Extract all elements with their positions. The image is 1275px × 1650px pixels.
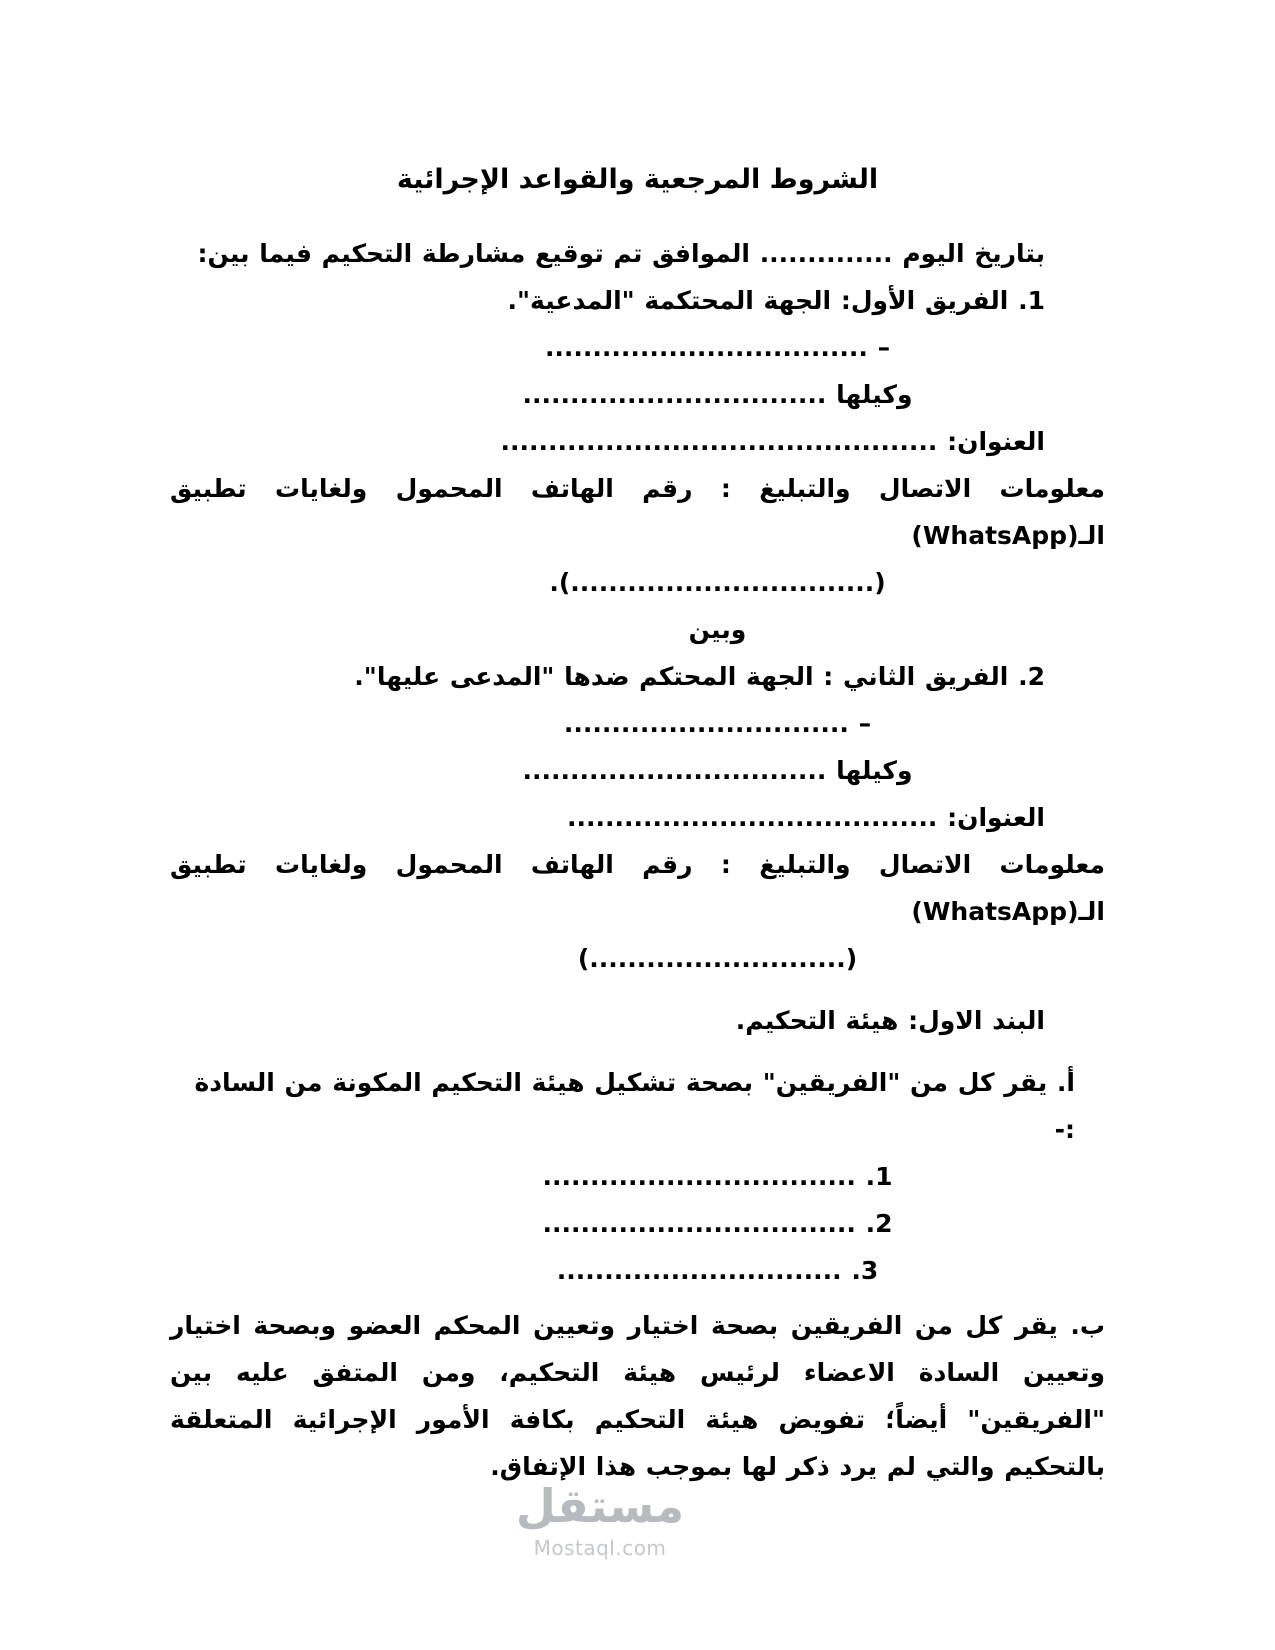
arbitrator-number: 1. xyxy=(865,1162,893,1191)
watermark xyxy=(0,1478,1200,1560)
watermark-site-label: Mostaql.com xyxy=(533,1535,667,1560)
arbitrator-dots: ................................. xyxy=(542,1209,856,1238)
party2-heading-text: الفريق الثاني : الجهة المحتكم ضدها "المدعى عليها". xyxy=(354,662,1009,691)
party1-address-line xyxy=(170,418,1105,465)
party2-agent-dots: ................................ xyxy=(522,756,827,785)
intro-line: بتاريخ اليوم .............. الموافق تم توقيع مشارطة التحكيم فيما بين: xyxy=(197,239,1045,268)
party2-name-dots: .............................. xyxy=(563,709,849,738)
dash-mark: – xyxy=(877,333,891,362)
clause1-section xyxy=(170,997,1105,1490)
party2-name-blank-line xyxy=(170,700,1105,747)
arbitrator-line xyxy=(170,1200,1105,1247)
clause1-heading: البند الاول: هيئة التحكيم. xyxy=(735,1006,1045,1035)
party2-agent-line xyxy=(170,747,1105,794)
party1-number: 1. xyxy=(1018,286,1045,315)
arbitrator-line xyxy=(170,1153,1105,1200)
party1-agent-line xyxy=(170,371,1105,418)
party2-address-dots: ....................................... xyxy=(567,803,938,832)
party2-section xyxy=(170,653,1105,982)
party2-address-label: العنوان: xyxy=(947,803,1045,832)
party1-heading xyxy=(170,277,1105,324)
party1-section xyxy=(170,277,1105,606)
arbitrator-dots: ................................. xyxy=(542,1162,856,1191)
between-label: وبين xyxy=(688,615,747,644)
party2-address-line xyxy=(170,794,1105,841)
party1-agent-dots: ................................ xyxy=(522,380,827,409)
document-title: الشروط المرجعية والقواعد الإجرائية xyxy=(396,164,879,195)
party1-address-dots: .............................................. xyxy=(500,427,938,456)
party1-phone-blank-line: (................................). xyxy=(549,568,886,597)
clause1-item-a: أ. يقر كل من "الفريقين" بصحة تشكيل هيئة التحكيم المكونة من السادة :- xyxy=(194,1068,1075,1144)
arbitrator-number: 2. xyxy=(865,1209,893,1238)
arbitrator-dots: .............................. xyxy=(556,1256,842,1285)
party1-agent-label: وكيلها xyxy=(836,380,913,409)
party2-phone-blank-line: (...........................) xyxy=(577,944,858,973)
party2-agent-label: وكيلها xyxy=(836,756,913,785)
party1-contact-line: معلومات الاتصال والتبليغ : رقم الهاتف المحمول ولغايات تطبيق الـ(WhatsApp) xyxy=(170,474,1105,550)
clause1-item-b: ب. يقر كل من الفريقين بصحة اختيار وتعيين المحكم العضو وبصحة اختيار وتعيين السادة الاعضاء لرئيس هيئة التحكيم، ومن المتفق عليه بين "الفريقين" أيضاً؛ تفويض هيئة التحكيم بكافة الأمور الإجرائية المتعلقة بالتحكيم والتي لم يرد ذكر لها بموجب هذا الإتفاق. xyxy=(170,1311,1105,1481)
party1-address-label: العنوان: xyxy=(947,427,1045,456)
party1-heading-text: الفريق الأول: الجهة المحتكمة "المدعية". xyxy=(507,286,1009,315)
document-content xyxy=(170,160,1105,1490)
dash-mark: – xyxy=(858,709,872,738)
party2-contact-line: معلومات الاتصال والتبليغ : رقم الهاتف المحمول ولغايات تطبيق الـ(WhatsApp) xyxy=(170,850,1105,926)
party2-number: 2. xyxy=(1018,662,1045,691)
party2-heading xyxy=(170,653,1105,700)
party1-name-blank-line xyxy=(170,324,1105,371)
party1-name-dots: .................................. xyxy=(544,333,868,362)
mostaql-logo: مستقل xyxy=(515,1479,685,1533)
arbitrator-line xyxy=(170,1247,1105,1294)
arbitrator-number: 3. xyxy=(851,1256,879,1285)
